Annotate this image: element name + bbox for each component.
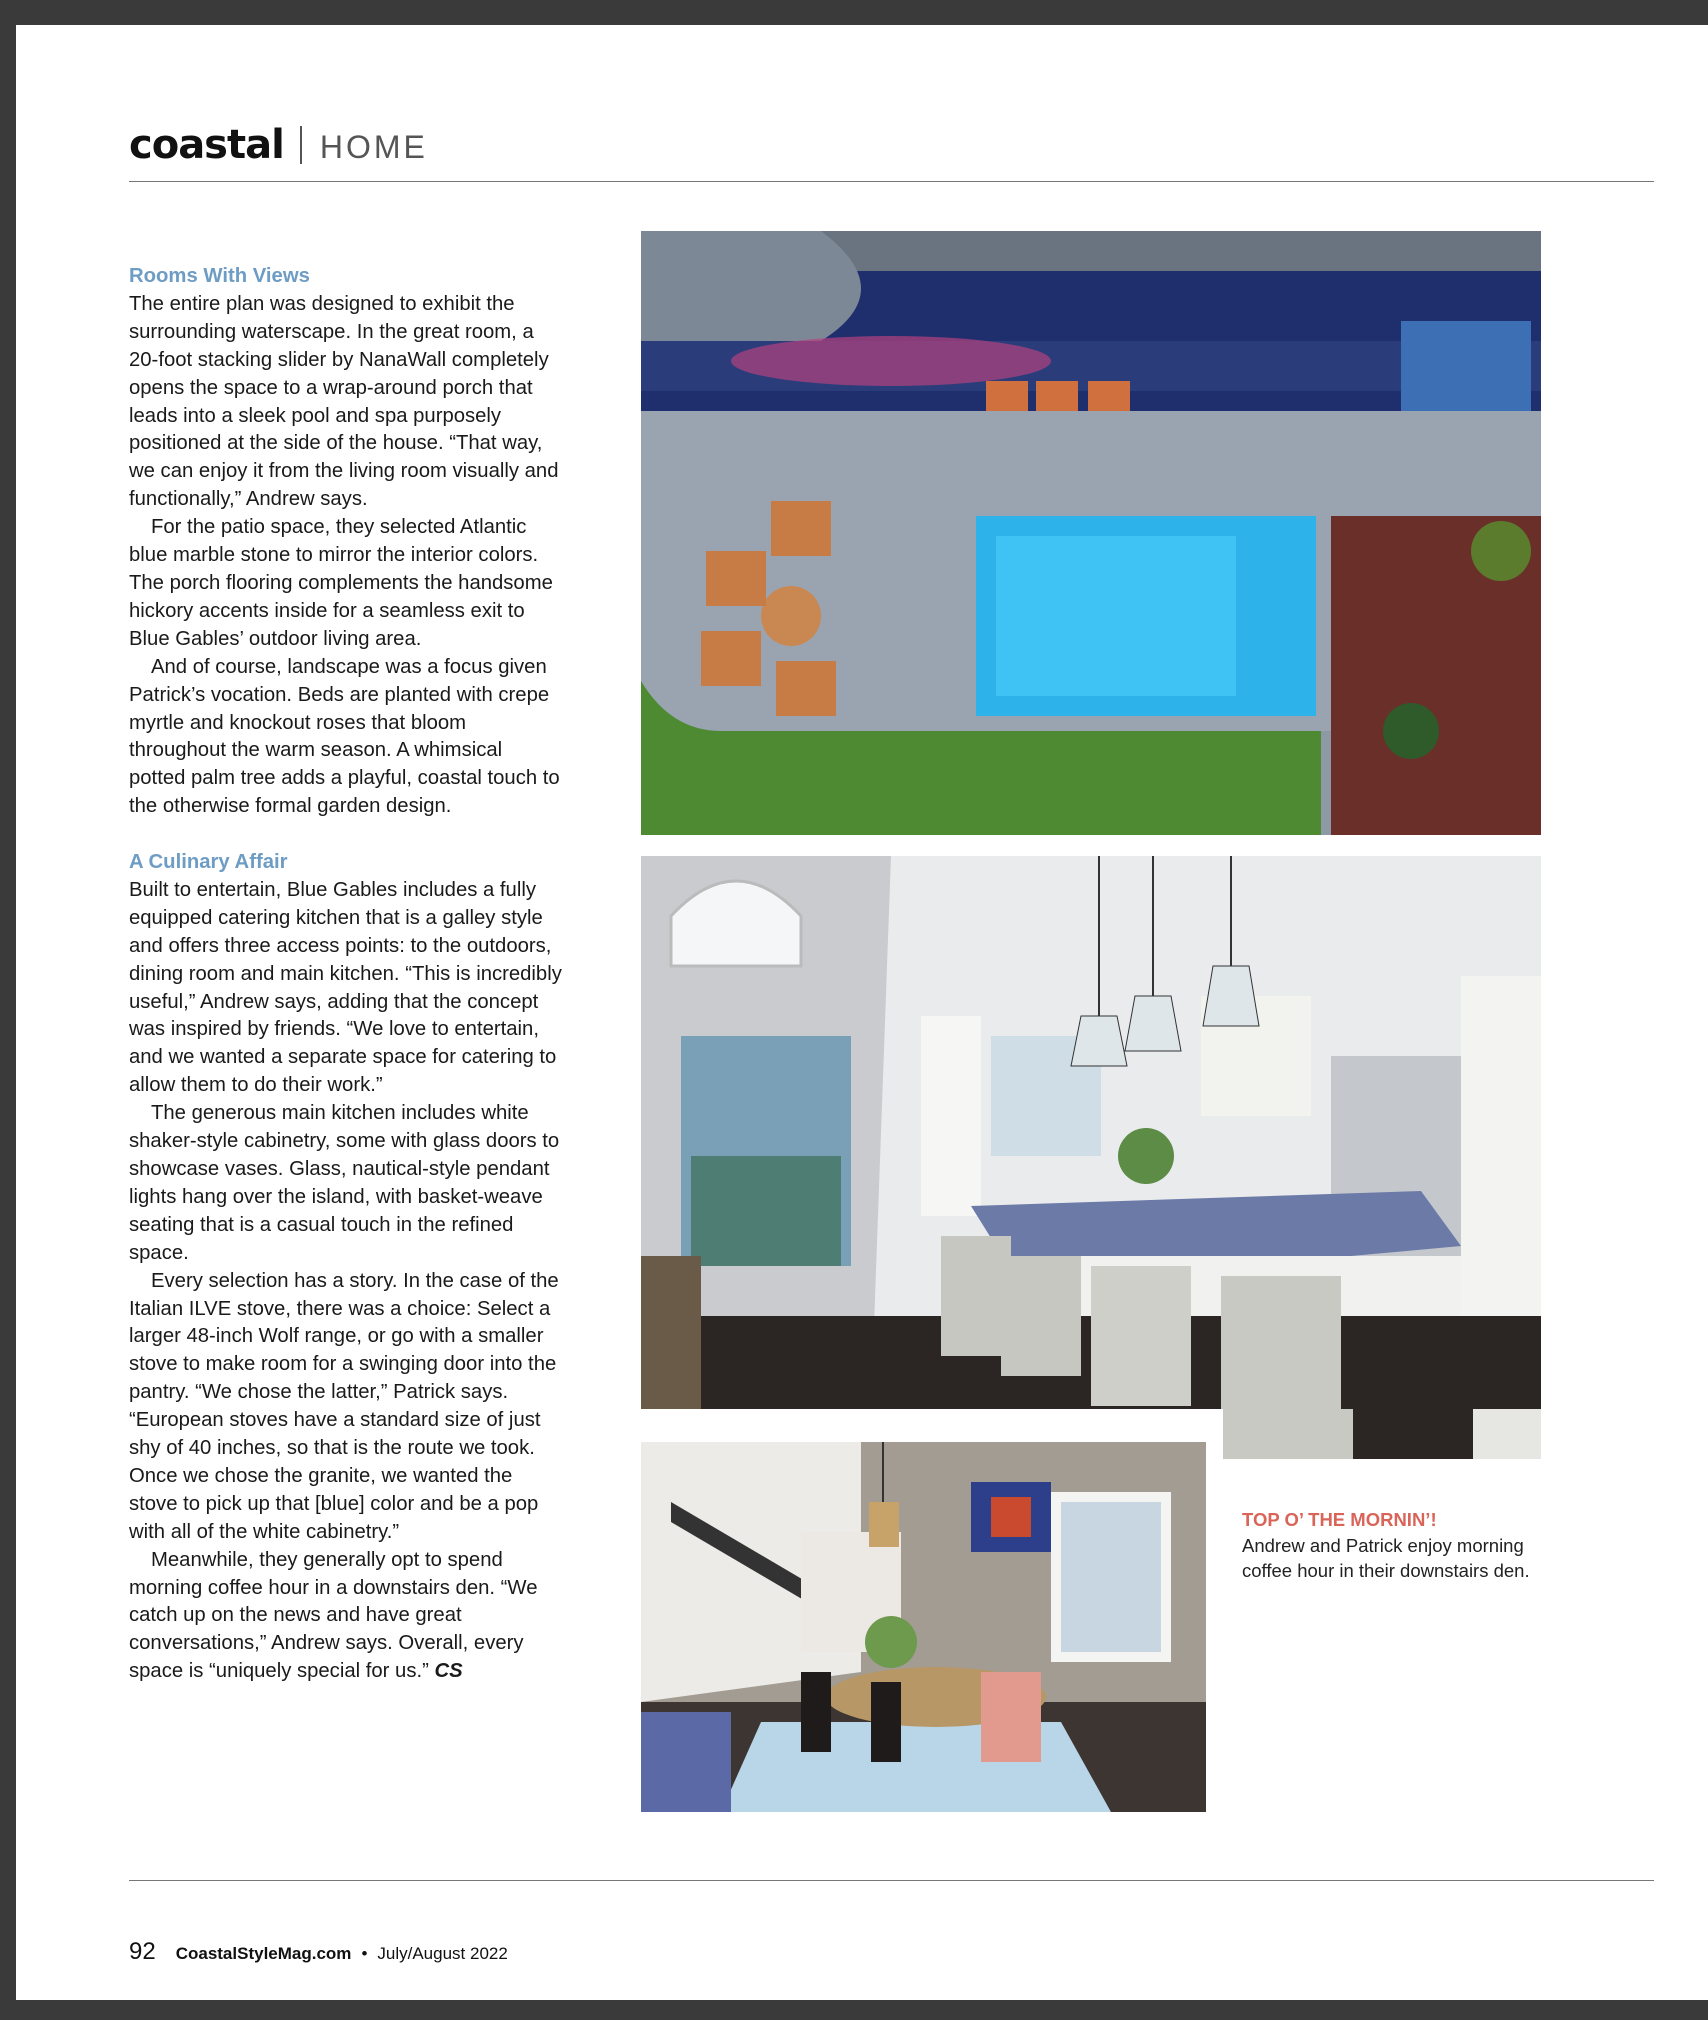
caption-heading: TOP O’ THE MORNIN’! xyxy=(1242,1509,1437,1530)
photo-caption xyxy=(1242,1507,1542,1584)
paragraph-final xyxy=(129,1547,564,1687)
paragraph: Built to entertain, Blue Gables includes a fully equipped catering kitchen that is a galley style and offers three access points: to the outdoors, dining room and main kitchen. “This is incredibly useful,” Andrew says, adding that the concept was inspired by friends. “We love to entertain, and we wanted a separate space for catering to allow them to do their work.” xyxy=(129,878,562,1097)
caption-text: Andrew and Patrick enjoy morning coffee hour in their downstairs den. xyxy=(1242,1534,1530,1581)
page-footer xyxy=(129,1938,508,1966)
paragraph: The generous main kitchen includes white shaker-style cabinetry, some with glass doors to showcase vases. Glass, nautical-style pendant lights hang over the island, with basket-weave seating that is a casual touch in the refined space. xyxy=(129,1102,560,1264)
site-name: CoastalStyleMag.com xyxy=(175,1944,352,1963)
subhead-culinary-affair: A Culinary Affair xyxy=(129,851,288,874)
brand-name: coastal xyxy=(129,122,284,168)
top-rule xyxy=(129,181,1654,182)
kitchen-photo-extension xyxy=(1223,1409,1541,1459)
masthead-divider xyxy=(300,126,302,164)
bottom-rule xyxy=(129,1880,1654,1881)
issue-date: July/August 2022 xyxy=(377,1944,508,1963)
article-column xyxy=(129,263,564,1686)
pool-aerial-photo xyxy=(641,231,1541,835)
magazine-page xyxy=(16,25,1708,2000)
paragraph: The entire plan was designed to exhibit the surrounding waterscape. In the great room, a 20-foot stacking slider by NanaWall completely opens the space to a wrap-around porch that leads into a sleek pool and spa purposely positioned at the side of the house. “That way, we can enjoy it from the living room visually and functionally,” Andrew says. xyxy=(129,292,559,511)
section-label: HOME xyxy=(319,129,428,165)
dining-room-photo xyxy=(641,1442,1206,1812)
paragraph: For the patio space, they selected Atlantic blue marble stone to mirror the interior colors. The porch flooring complements the handsome hickory accents inside for a seamless exit to Blue Gables’ outdoor living area. xyxy=(129,516,553,650)
paragraph: Every selection has a story. In the case of the Italian ILVE stove, there was a choice: Select a larger 48-inch Wolf range, or go with a smaller stove to make room for a swinging door into the pantry. “We chose the latter,” Patrick says. “European stoves have a standard size of just shy of 40 inches, so that is the route we took. Once we chose the granite, we wanted the stove to pick up that [blue] color and be a pop with all of the white cabinetry.” xyxy=(129,1269,559,1543)
subhead-rooms-with-views: Rooms With Views xyxy=(129,265,310,287)
kitchen-photo xyxy=(641,856,1541,1409)
footer-separator: • xyxy=(361,1944,368,1963)
page-number: 92 xyxy=(129,1938,156,1965)
masthead xyxy=(129,122,428,168)
signoff-mark: CS xyxy=(434,1660,463,1683)
paragraph: And of course, landscape was a focus given Patrick’s vocation. Beds are planted with crepe myrtle and knockout roses that bloom throughout the warm season. A whimsical potted palm tree adds a playful, coastal touch to the otherwise formal garden design. xyxy=(129,655,560,818)
paragraph-text: Meanwhile, they generally opt to spend morning coffee hour in a downstairs den. “We catch up on the news and have great conversations,” Andrew says. Overall, every space is “uniquely special for us.” xyxy=(129,1548,538,1683)
section-gap xyxy=(129,821,564,849)
